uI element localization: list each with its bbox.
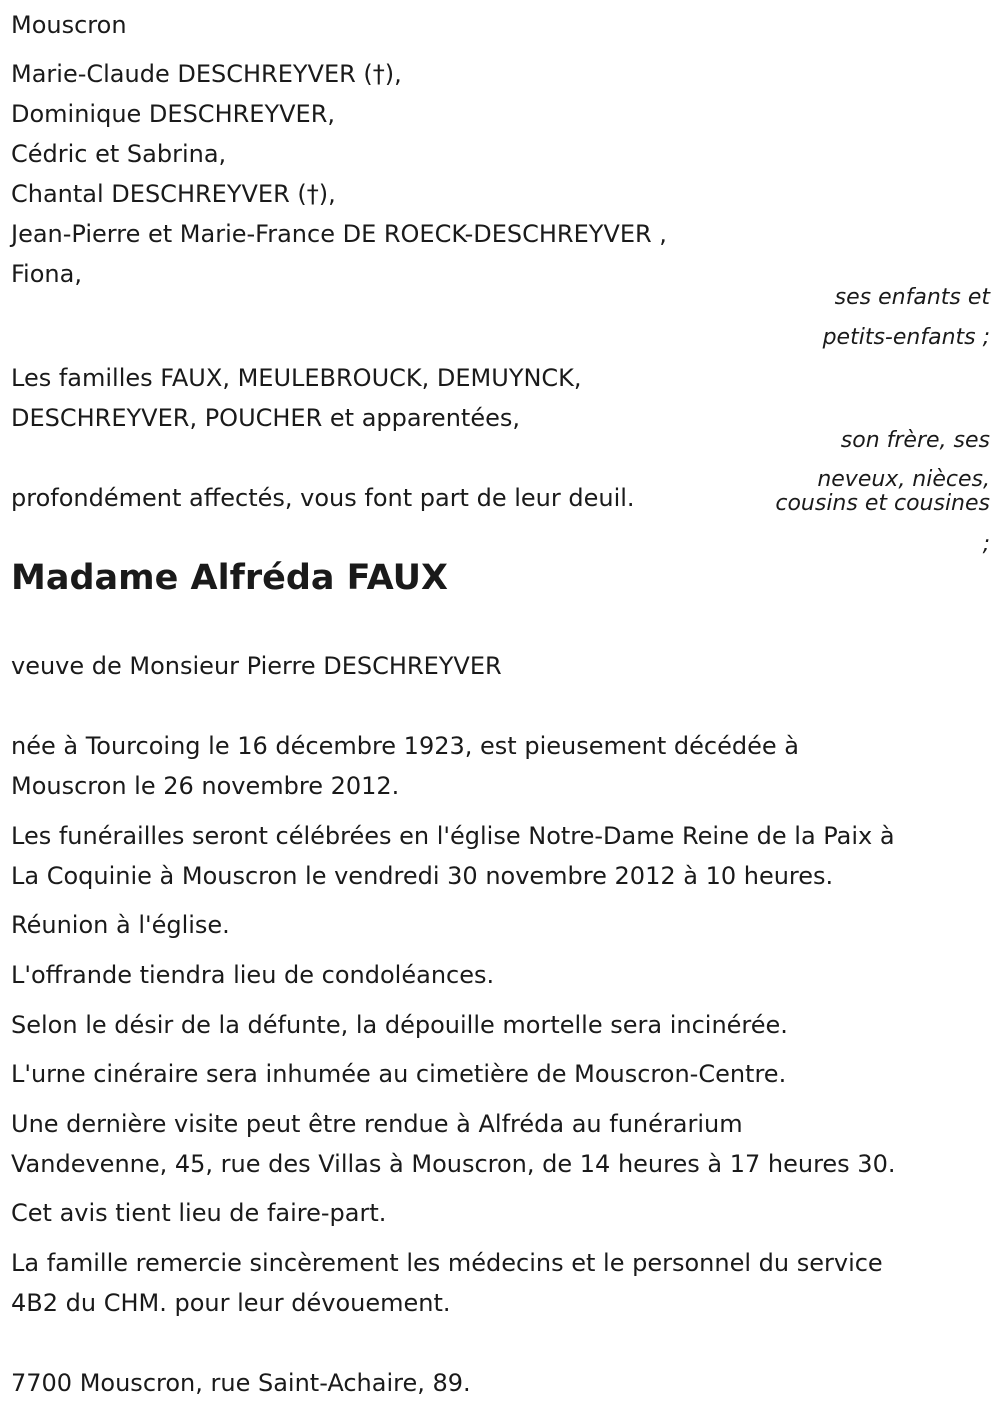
family-member: Cédric et Sabrina, [11, 140, 227, 168]
notice: Cet avis tient lieu de faire-part. [11, 1199, 387, 1227]
relation-siblings-line: ; [982, 532, 990, 557]
family-member: Chantal DESCHREYVER (†), [11, 180, 336, 208]
visit-line: Une dernière visite peut être rendue à Alfréda au funérarium [11, 1110, 743, 1138]
thanks-line: 4B2 du CHM. pour leur dévouement. [11, 1289, 451, 1317]
family-member: Marie-Claude DESCHREYVER (†), [11, 60, 402, 88]
relation-children-line: petits-enfants ; [822, 325, 990, 350]
relation-siblings-line: cousins et cousines [775, 491, 990, 516]
funeral-line: Les funérailles seront célébrées en l'église Notre-Dame Reine de la Paix à [11, 822, 895, 850]
deceased-name: Madame Alfréda FAUX [11, 558, 448, 598]
relation-siblings-line: neveux, nièces, [817, 467, 990, 492]
family-member: Fiona, [11, 260, 82, 288]
birth-death-line: née à Tourcoing le 16 décembre 1923, est pieusement décédée à [11, 732, 799, 760]
cremation: Selon le désir de la défunte, la dépouille mortelle sera incinérée. [11, 1011, 788, 1039]
birth-death-line: Mouscron le 26 novembre 2012. [11, 772, 400, 800]
urn: L'urne cinéraire sera inhumée au cimetière de Mouscron-Centre. [11, 1060, 787, 1088]
thanks-line: La famille remercie sincèrement les médecins et le personnel du service [11, 1249, 883, 1277]
relation-children-line: ses enfants et [834, 285, 990, 310]
families-line: Les familles FAUX, MEULEBROUCK, DEMUYNCK, [11, 364, 582, 392]
location: Mouscron [11, 11, 127, 39]
address: 7700 Mouscron, rue Saint-Achaire, 89. [11, 1369, 471, 1397]
relation-siblings-line: son frère, ses [840, 428, 990, 453]
visit-line: Vandevenne, 45, rue des Villas à Mouscron, de 14 heures à 17 heures 30. [11, 1150, 896, 1178]
meeting: Réunion à l'église. [11, 911, 230, 939]
families-line: DESCHREYVER, POUCHER et apparentées, [11, 404, 520, 432]
family-member: Jean-Pierre et Marie-France DE ROECK-DESCHREYVER , [11, 220, 667, 248]
announcement: profondément affectés, vous font part de leur deuil. [11, 484, 635, 512]
widow-of: veuve de Monsieur Pierre DESCHREYVER [11, 652, 502, 680]
funeral-line: La Coquinie à Mouscron le vendredi 30 novembre 2012 à 10 heures. [11, 862, 834, 890]
family-member: Dominique DESCHREYVER, [11, 100, 335, 128]
offering: L'offrande tiendra lieu de condoléances. [11, 961, 495, 989]
